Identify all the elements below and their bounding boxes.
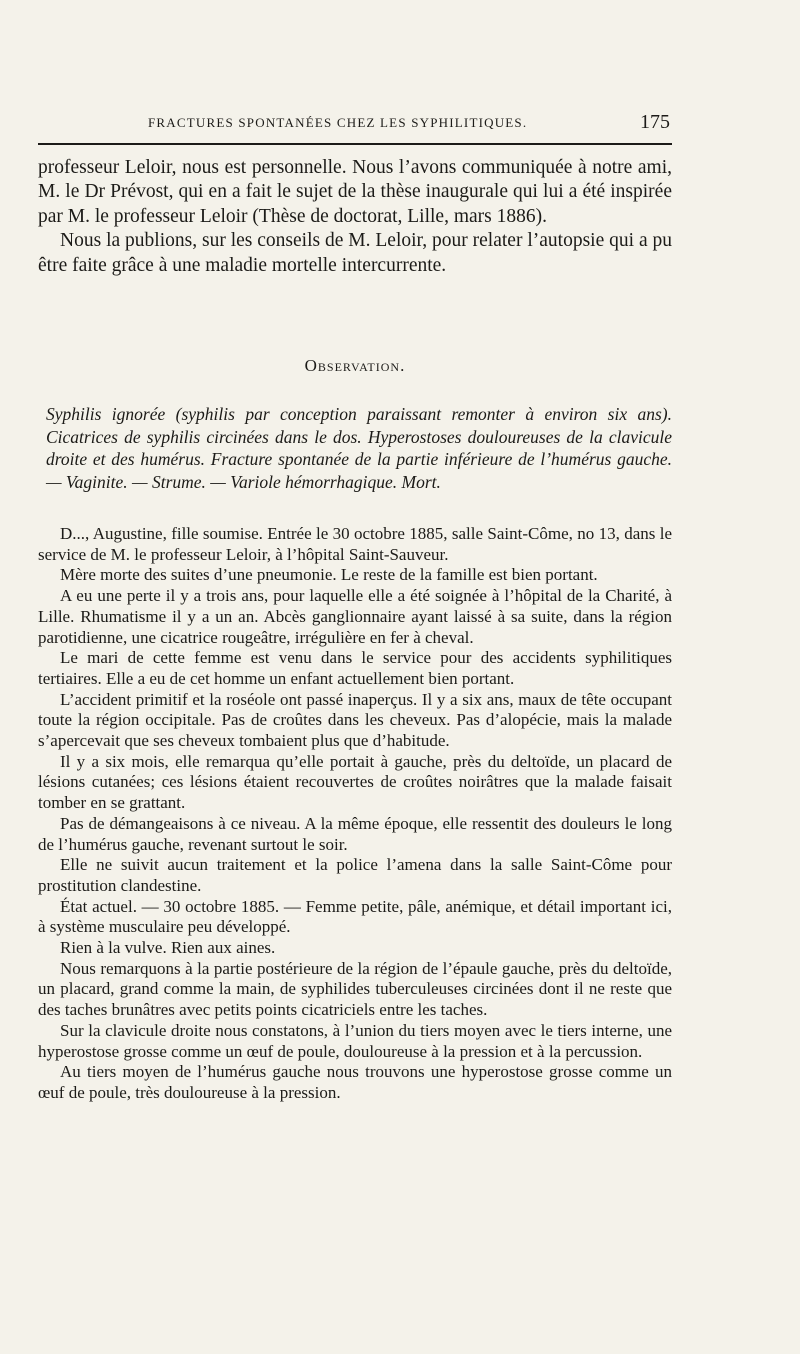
body-paragraph: Rien à la vulve. Rien aux aines.	[60, 938, 276, 958]
body-paragraph: A eu une perte il y a trois ans, pour laquelle elle a été soignée à l’hôpital de la Charité, à Lille. Rhumatisme il y a un an. Abcès ganglionnaire ayant laissé à sa suite, dans la région parotidienne, une cicatrice rougeâtre, irrégulière en fer à cheval.	[38, 586, 672, 647]
body-paragraph: État actuel. — 30 octobre 1885. — Femme petite, pâle, anémique, et détail important ici, à système musculaire peu développé.	[38, 896, 672, 937]
lead-paragraph-1: professeur Leloir, nous est personnelle. Nous l’avons communiquée à notre ami, M. le Dr Prévost, qui en a fait le sujet de la thèse inaugurale qui lui a été inspirée par M. le professeur Leloir (Thèse de doctorat, Lille, mars 1886).	[38, 157, 672, 227]
body-paragraph: L’accident primitif et la roséole ont passé inaperçus. Il y a six ans, maux de tête occupant toute la région occipitale. Pas de croûtes dans les cheveux. Pas d’alopécie, mais la malade s’apercevait que ses cheveux tombaient plus que d’habitude.	[38, 689, 672, 751]
page-number: 175	[640, 111, 670, 133]
body-paragraph: Nous remarquons à la partie postérieure de la région de l’épaule gauche, près du deltoïde, un placard, grand comme la main, de syphilides tuberculeuses circinées dont il ne reste que des taches brunâtres avec petits points cicatriciels entre les taches.	[38, 958, 672, 1020]
body-paragraph: D..., Augustine, fille soumise. Entrée le 30 octobre 1885, salle Saint-Côme, no 13, dans le service de M. le professeur Leloir, à l’hôpital Saint-Sauveur.	[38, 524, 672, 564]
body-paragraph: Sur la clavicule droite nous constatons, à l’union du tiers moyen avec le tiers interne, une hyperostose grosse comme un œuf de poule, douloureuse à la pression et à la percussion.	[38, 1020, 672, 1061]
body-paragraph: Au tiers moyen de l’humérus gauche nous trouvons une hyperostose grosse comme un œuf de poule, très douloureuse à la pression.	[38, 1062, 672, 1102]
body-paragraph: Pas de démangeaisons à ce niveau. A la même époque, elle ressentit des douleurs le long de l’humérus gauche, revenant surtout le soir.	[38, 813, 672, 854]
case-summary	[46, 403, 672, 493]
observation-heading: Observation.	[304, 356, 406, 375]
body-paragraph: Il y a six mois, elle remarqua qu’elle portait à gauche, près du deltoïde, un placard de lésions cutanées; ces lésions étaient recouvertes de croûtes noirâtres que la malade faisait tomber en se grattant.	[38, 751, 672, 813]
body-paragraph: Elle ne suivit aucun traitement et la police l’amena dans la salle Saint-Côme pour prostitution clandestine.	[38, 855, 672, 895]
header-rule	[38, 143, 672, 145]
lead-text	[38, 156, 672, 278]
body-paragraph: Mère morte des suites d’une pneumonie. Le reste de la famille est bien portant.	[60, 565, 598, 585]
body-paragraph: Le mari de cette femme est venu dans le service pour des accidents syphilitiques tertiaires. Elle a eu de cet homme un enfant actuellement bien portant.	[38, 648, 672, 688]
case-summary-text: Syphilis ignorée (syphilis par conception paraissant remonter à environ six ans). Cicatrices de syphilis circinées dans le dos. Hyperostoses douloureuses de la clavicule droite et des humérus. Fracture spontanée de la partie inférieure de l’humérus gauche. — Vaginite. — Strume. — Variole hémorrhagique. Mort.	[46, 404, 672, 492]
running-title: FRACTURES SPONTANÉES CHEZ LES SYPHILITIQUES.	[148, 115, 528, 130]
lead-paragraph-2: Nous la publions, sur les conseils de M. Leloir, pour relater l’autopsie qui a pu être faite grâce à une maladie mortelle intercurrente.	[38, 230, 672, 276]
running-head	[38, 111, 674, 137]
case-body	[38, 524, 672, 1104]
